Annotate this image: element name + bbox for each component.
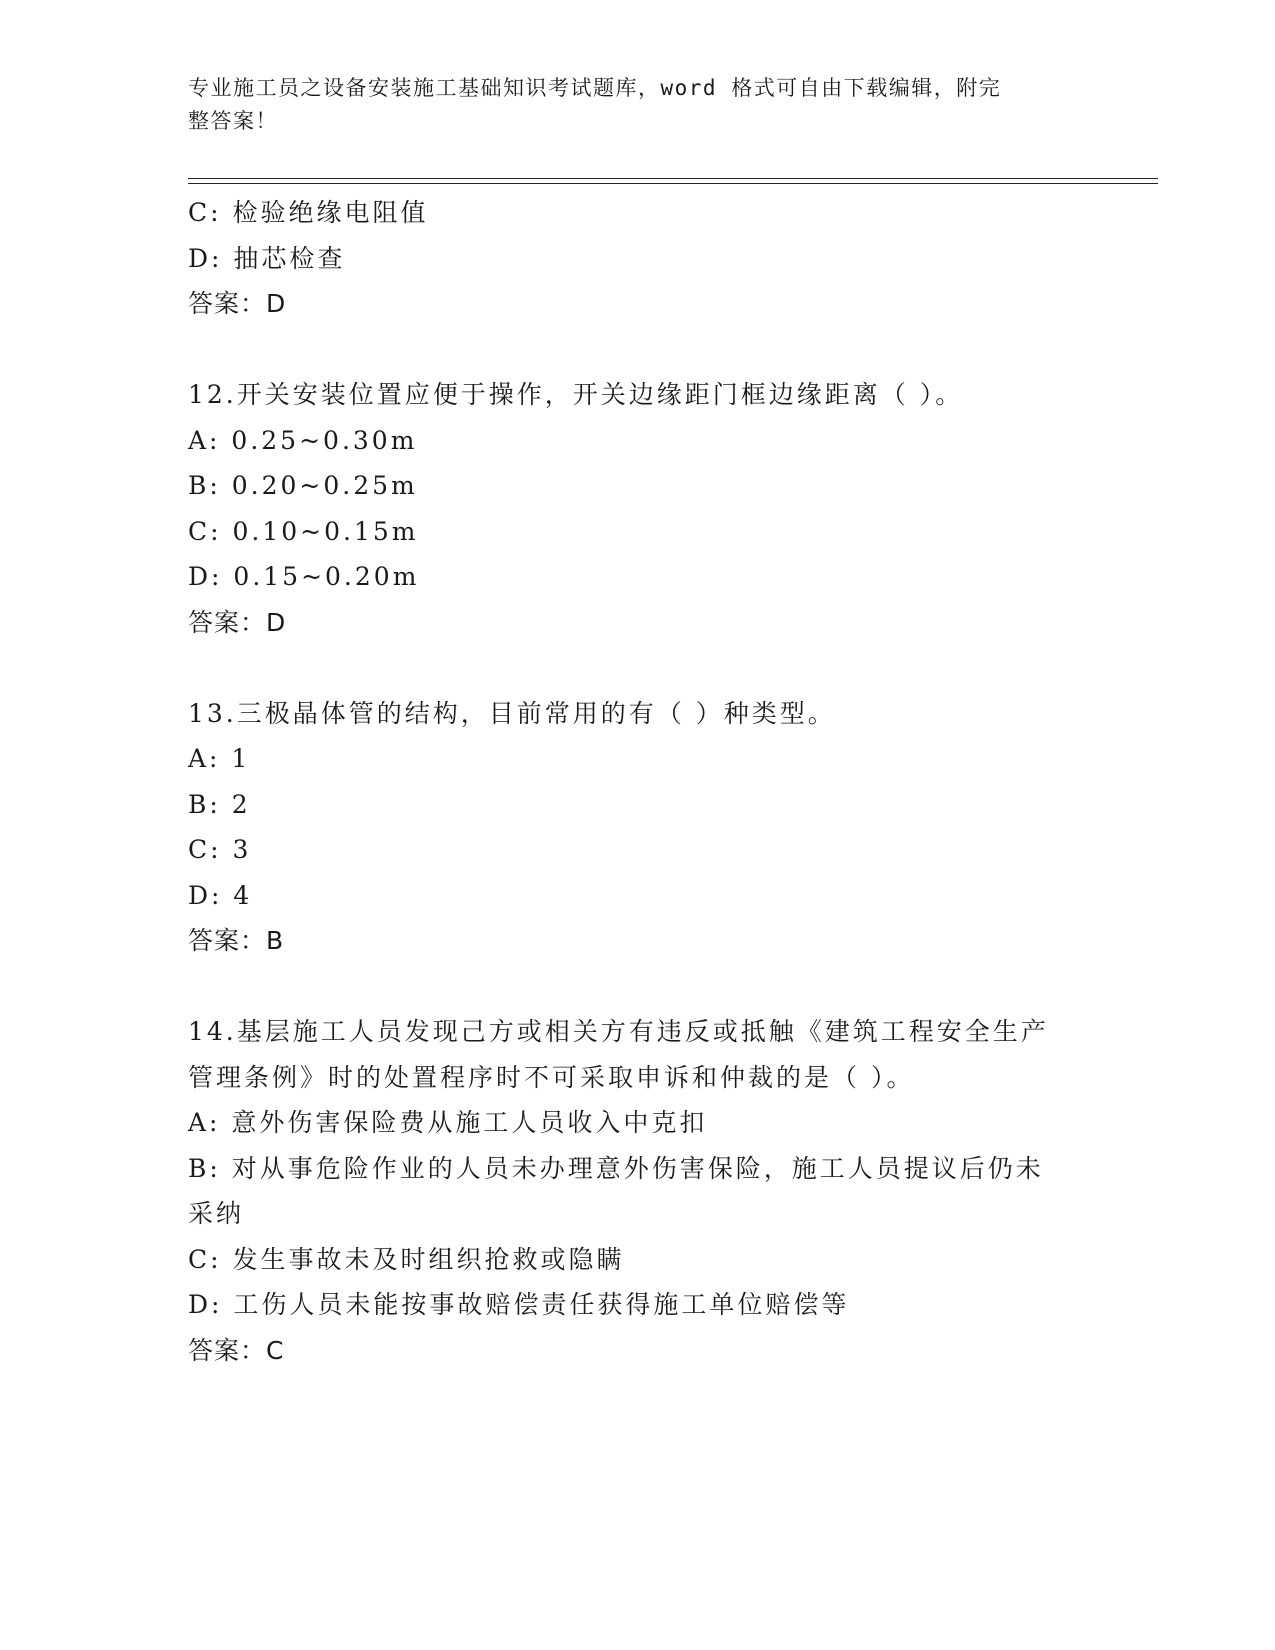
- question-12-option-d: D: 0.15~0.20m: [188, 562, 420, 591]
- header-line-1: 专业施工员之设备安装施工基础知识考试题库，word 格式可自由下载编辑，附完: [188, 76, 1002, 100]
- document-header: [188, 72, 1088, 138]
- header-line-2: 整答案！: [188, 109, 278, 133]
- question-14-option-b-line-1: B: 对从事危险作业的人员未办理意外伤害保险，施工人员提议后仍未: [188, 1153, 1044, 1183]
- question-13-option-b: B: 2: [188, 789, 251, 819]
- spacer: [188, 645, 1088, 691]
- question-14-stem-line-2: 管理条例》时的处置程序时不可采取申诉和仲裁的是（ ）。: [188, 1062, 915, 1092]
- question-12-stem: 12.开关安装位置应便于操作，开关边缘距门框边缘距离（ ）。: [188, 380, 964, 409]
- spacer: [188, 327, 1088, 373]
- question-content: [188, 190, 1088, 1373]
- question-14-option-a: A: 意外伤害保险费从施工人员收入中克扣: [188, 1108, 708, 1137]
- question-13-answer: 答案：B: [188, 926, 285, 955]
- question-12-option-a: A: 0.25~0.30m: [188, 425, 418, 455]
- question-13-option-c: C: 3: [188, 835, 252, 864]
- question-14-stem-line-1: 14.基层施工人员发现己方或相关方有违反或抵触《建筑工程安全生产: [188, 1017, 1049, 1046]
- header-divider-top: [188, 178, 1158, 179]
- question-12-option-c: C: 0.10~0.15m: [188, 516, 419, 546]
- spacer: [188, 964, 1088, 1010]
- prev-option-c: C: 检验绝缘电阻值: [188, 198, 429, 227]
- question-14-answer: 答案：C: [188, 1335, 285, 1365]
- question-12-answer: 答案：D: [188, 607, 287, 637]
- question-13-option-d: D: 4: [188, 880, 253, 910]
- prev-option-d: D: 抽芯检查: [188, 243, 346, 273]
- question-14-option-b-line-2: 采纳: [188, 1199, 245, 1228]
- question-13-stem: 13.三极晶体管的结构，目前常用的有（ ）种类型。: [188, 698, 836, 728]
- question-12-option-b: B: 0.20~0.25m: [188, 471, 418, 500]
- prev-answer: 答案：D: [188, 289, 287, 318]
- question-14-option-d: D: 工伤人员未能按事故赔偿责任获得施工单位赔偿等: [188, 1290, 850, 1319]
- header-divider-bottom: [188, 183, 1158, 184]
- question-14-option-c: C: 发生事故未及时组织抢救或隐瞒: [188, 1244, 625, 1274]
- question-13-option-a: A: 1: [188, 744, 251, 773]
